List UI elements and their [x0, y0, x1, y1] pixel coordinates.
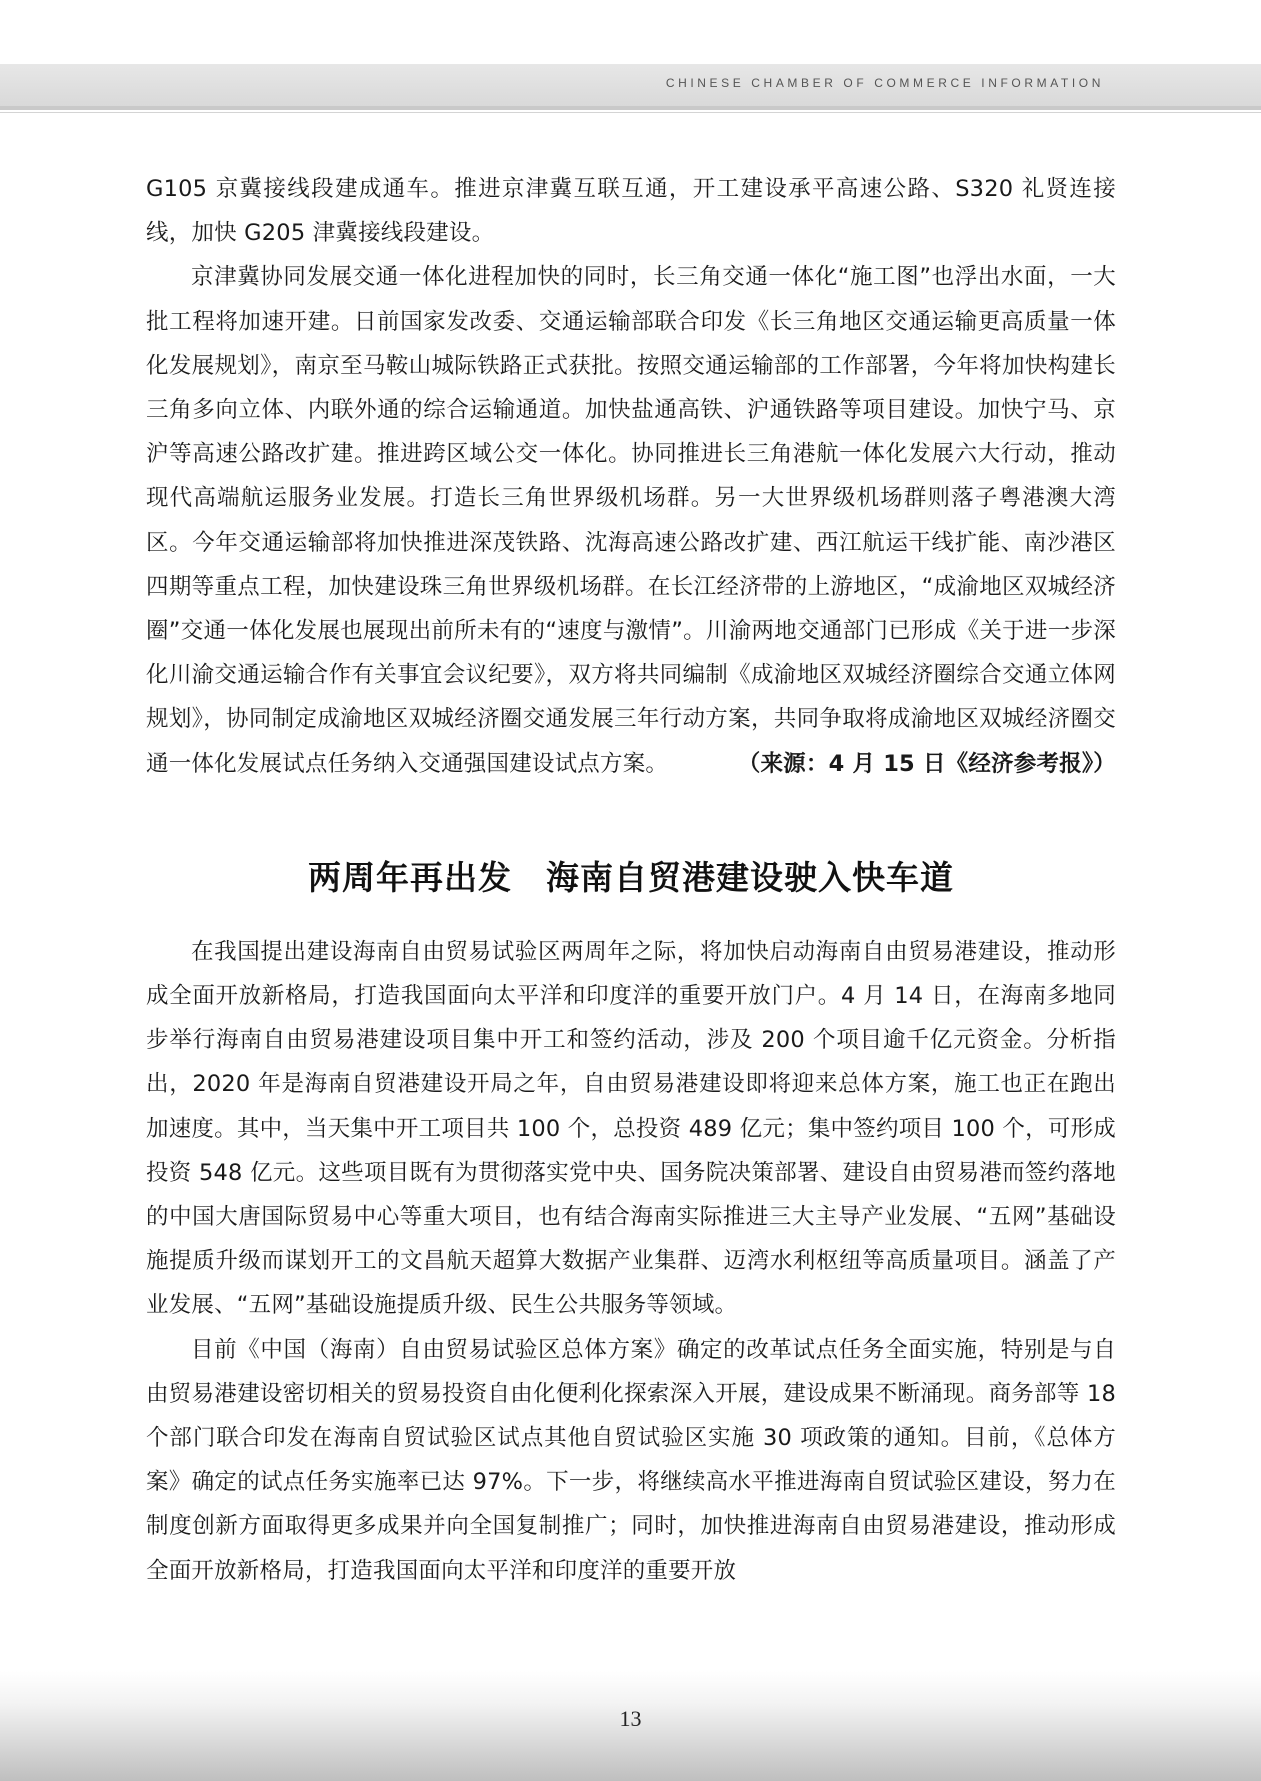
page-body	[146, 167, 1116, 1593]
header-rule	[0, 106, 1261, 110]
article-title: 两周年再出发 海南自贸港建设驶入快车道	[308, 857, 954, 897]
article1-paragraph-1: G105 京冀接线段建成通车。推进京津冀互联互通，开工建设承平高速公路、S320 礼贤连接线，加快 G205 津冀接线段建设。	[146, 176, 1116, 247]
article1-paragraph-2-text: 京津冀协同发展交通一体化进程加快的同时，长三角交通一体化“施工图”也浮出水面，一大批工程将加速开建。日前国家发改委、交通运输部联合印发《长三角地区交通运输更高质量一体化发展规划》，南京至马鞍山城际铁路正式获批。按照交通运输部的工作部署，今年将加快构建长三角多向立体、内联外通的综合运输通道。加快盐通高铁、沪通铁路等项目建设。加快宁马、京沪等高速公路改扩建。推进跨区域公交一体化。协同推进长三角港航一体化发展六大行动，推动现代高端航运服务业发展。打造长三角世界级机场群。另一大世界级机场群则落子粤港澳大湾区。今年交通运输部将加快推进深茂铁路、沈海高速公路改扩建、西江航运干线扩能、南沙港区四期等重点工程，加快建设珠三角世界级机场群。在长江经济带的上游地区，“成渝地区双城经济圈”交通一体化发展也展现出前所未有的“速度与激情”。川渝两地交通部门已形成《关于进一步深化川渝交通运输合作有关事宜会议纪要》，双方将共同编制《成渝地区双城经济圈综合交通立体网规划》，协同制定成渝地区双城经济圈交通发展三年行动方案，共同争取将成渝地区双城经济圈交通一体化发展试点任务纳入交通强国建设试点方案。	[146, 264, 1116, 777]
page-number: 13	[619, 1706, 642, 1731]
source-citation: （来源：4 月 15 日《经济参考报》）	[737, 750, 1116, 777]
article2-paragraph-2: 目前《中国（海南）自由贸易试验区总体方案》确定的改革试点任务全面实施，特别是与自由贸易港建设密切相关的贸易投资自由化便利化探索深入开展，建设成果不断涌现。商务部等 18 个部门联合印发在海南自贸试验区试点其他自贸试验区实施 30 项政策的通知。目前，《总体方案》确定的试点任务实施率已达 97%。下一步，将继续高水平推进海南自贸试验区建设，努力在制度创新方面取得更多成果并向全国复制推广；同时，加快推进海南自由贸易港建设，推动形成全面开放新格局，打造我国面向太平洋和印度洋的重要开放	[146, 1336, 1116, 1584]
header-rule-thin	[0, 112, 1261, 113]
running-header: CHINESE CHAMBER OF COMMERCE INFORMATION	[665, 76, 1104, 90]
article2-paragraph-1: 在我国提出建设海南自由贸易试验区两周年之际，将加快启动海南自由贸易港建设，推动形成全面开放新格局，打造我国面向太平洋和印度洋的重要开放门户。4 月 14 日，在海南多地同步举行海南自由贸易港建设项目集中开工和签约活动，涉及 200 个项目逾千亿元资金。分析指出，2020 年是海南自贸港建设开局之年，自由贸易港建设即将迎来总体方案，施工也正在跑出加速度。其中，当天集中开工项目共 100 个，总投资 489 亿元；集中签约项目 100 个，可形成投资 548 亿元。这些项目既有为贯彻落实党中央、国务院决策部署、建设自由贸易港而签约落地的中国大唐国际贸易中心等重大项目，也有结合海南实际推进三大主导产业发展、“五网”基础设施提质升级而谋划开工的文昌航天超算大数据产业集群、迈湾水利枢纽等高质量项目。涵盖了产业发展、“五网”基础设施提质升级、民生公共服务等领域。	[146, 938, 1116, 1319]
article1-paragraph-2	[146, 255, 1116, 785]
